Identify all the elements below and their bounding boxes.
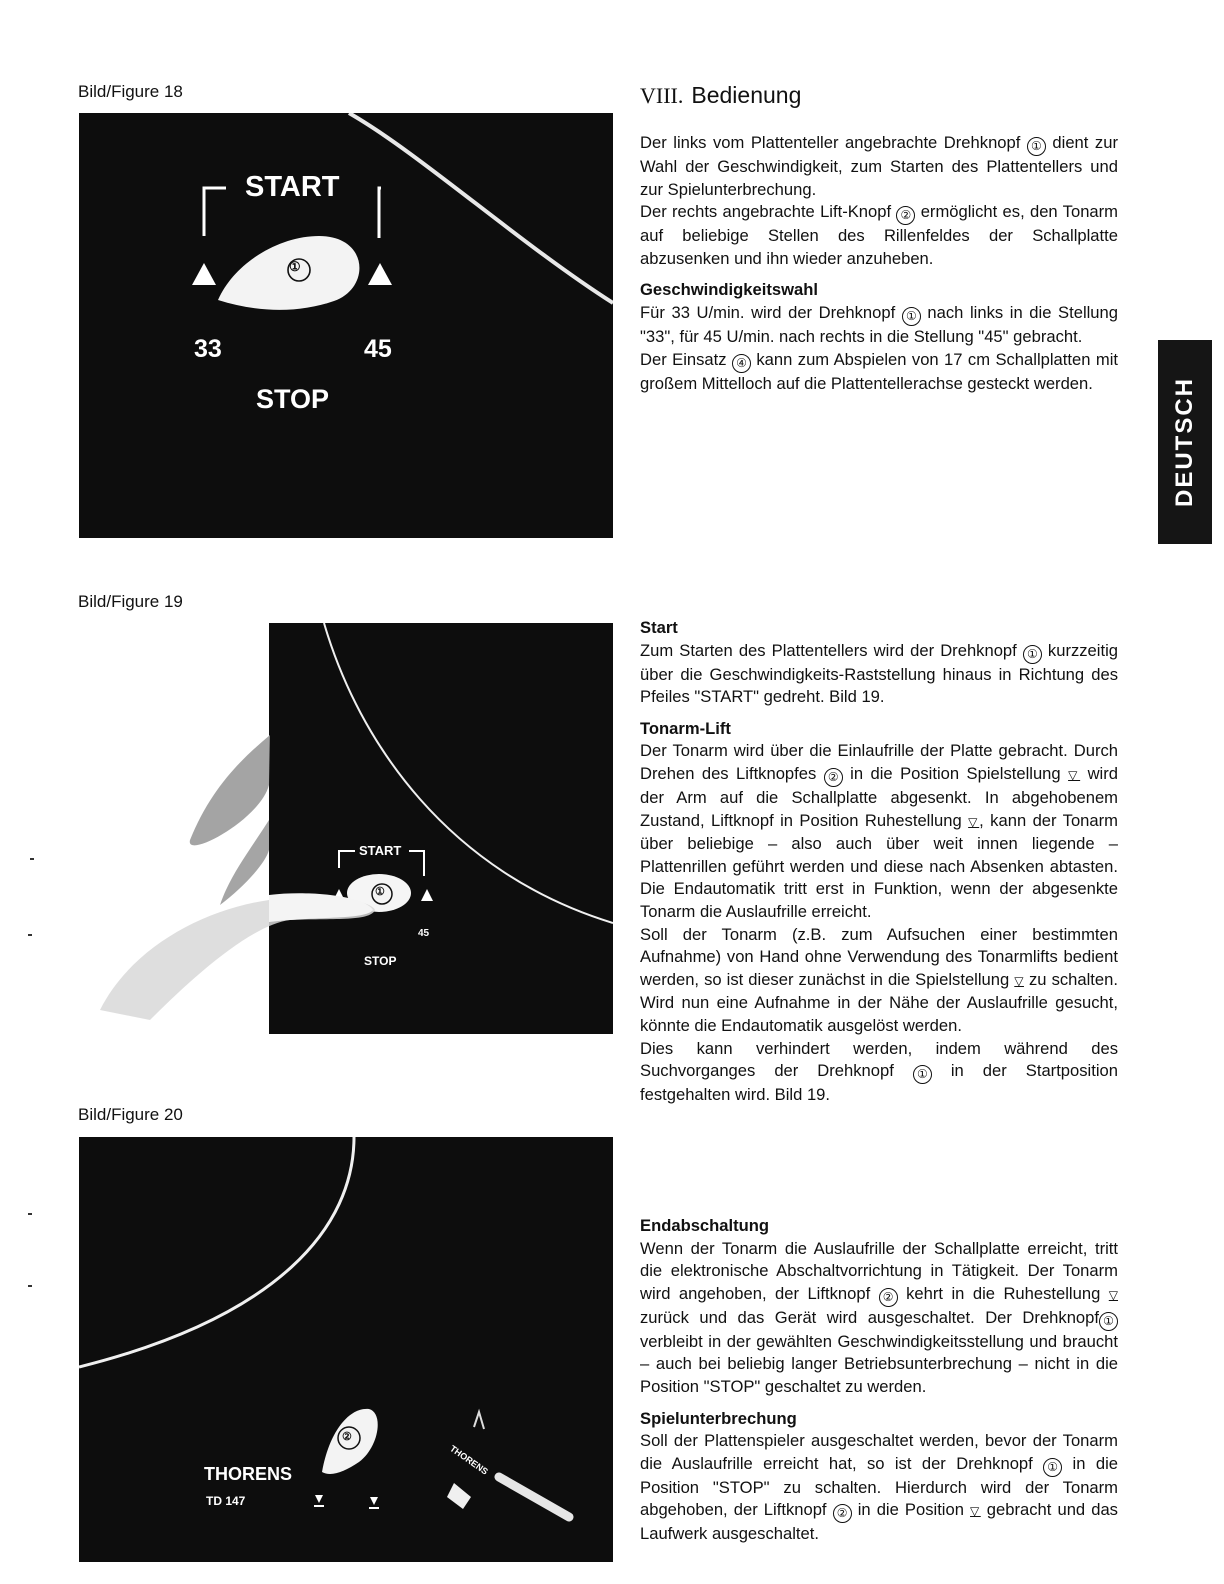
circled-number: ① <box>902 307 921 326</box>
text-segment: in der Startposition festgehalten wird. Bild 19. <box>640 1061 1118 1105</box>
text-segment: , kann der Tonarm über beliebige – also auch über weit innen liegende – Plattenrillen geführt werden und diese nach Absenken abtasten. Die Endautomatik tritt erst in Funktion, wenn der abgesenkte Tonarm die Auslaufrille erreicht. <box>640 810 1118 921</box>
knob-number: ① <box>289 259 301 274</box>
lift-position-icon: ▽ <box>1108 1287 1119 1302</box>
intro-section <box>640 132 1118 395</box>
language-tab <box>1158 340 1212 544</box>
section-number: VIII. <box>640 83 684 108</box>
text-segment: Zum Starten des Plattentellers wird der Drehknopf <box>640 640 1023 660</box>
text-segment: wird der Arm auf die Schallplatte abgesenkt. In abgehobenem Zustand, Liftknopf in Position Ruhestellung <box>640 763 1118 830</box>
figure-18-graphic <box>79 113 613 538</box>
text-segment: Für 33 U/min. wird der Drehknopf <box>640 302 902 322</box>
language-tab-label: DEUTSCH <box>1171 376 1199 508</box>
text-segment: kann zum Abspielen von 17 cm Schallplatten mit großem Mittelloch auf die Plattentellerachse gesteckt werden. <box>640 349 1118 393</box>
lift-knob-number-text: ② <box>342 1431 352 1443</box>
figure-18-caption: Bild/Figure 18 <box>78 82 183 101</box>
speed-45-label: 45 <box>364 335 392 363</box>
circled-number: ① <box>1027 137 1046 156</box>
text-segment: Soll der Plattenspieler ausgeschaltet werden, bevor der Tonarm die Auslaufrille erreicht hat, so ist der Drehknopf <box>640 1431 1118 1473</box>
platter-edge <box>349 113 613 303</box>
lift-position-icon: ▽ <box>1068 767 1081 782</box>
text-segment: in die Position Spielstellung <box>842 763 1069 783</box>
text-segment: Dies kann verhindert werden, indem während des Suchvorganges der Drehknopf <box>640 1038 1118 1081</box>
start-label: START <box>245 171 340 203</box>
text-segment: nach links in die Stellung "33", für 45 U/min. nach rechts in die Stellung "45" gebracht. <box>640 302 1118 346</box>
right-arrow-icon <box>368 263 392 285</box>
intro-paragraph-2 <box>640 201 1118 270</box>
start-lift-section <box>640 617 1118 1107</box>
text-segment: zurück und das Gerät wird ausgeschaltet. Der Drehknopf <box>640 1307 1099 1327</box>
circled-number: ④ <box>732 354 751 373</box>
circled-number: ② <box>879 1288 898 1307</box>
end-heading: Endabschaltung <box>640 1216 770 1235</box>
text-segment: Der Einsatz <box>640 349 732 369</box>
scan-mark <box>28 1285 32 1287</box>
pause-heading: Spielunterbrechung <box>640 1408 797 1428</box>
figure-20-photo <box>79 1137 613 1562</box>
speed-paragraph-1 <box>640 302 1118 349</box>
lift-paragraph-2 <box>640 924 1118 1038</box>
text-segment: gebracht und das Laufwerk ausgeschaltet. <box>640 1500 1118 1544</box>
text-segment: zu schalten. Wird nun eine Aufnahme in der Nähe der Auslaufrille gesucht, könnte die Endautomatik ausgelöst werden. <box>640 969 1118 1035</box>
left-arrow-icon <box>192 263 216 285</box>
text-segment: ermöglicht es, den Tonarm auf beliebige Stellen des Rillenfeldes der Schallplatte abzusenken und ihn wieder anzuheben. <box>640 202 1118 268</box>
speed-33-label: 33 <box>194 335 222 363</box>
start-label: START <box>359 843 402 858</box>
speed-45-label: 45 <box>418 928 430 939</box>
end-paragraph <box>640 1238 1118 1399</box>
speed-paragraph-2 <box>640 349 1118 396</box>
knob-number: ① <box>375 886 385 898</box>
section-title: Bedienung <box>691 82 802 108</box>
figure-20-graphic <box>79 1137 613 1562</box>
intro-paragraph-1 <box>640 132 1118 201</box>
platter-edge <box>79 1137 354 1367</box>
scan-mark <box>30 858 34 860</box>
model-label: TD 147 <box>206 1494 246 1508</box>
lift-position-icon: ▽ <box>970 1504 981 1519</box>
lift-paragraph-1 <box>640 740 1118 923</box>
text-segment: Der links vom Plattenteller angebrachte Drehknopf <box>640 133 1027 152</box>
hand-graphic <box>90 700 390 1040</box>
stop-label: STOP <box>256 384 330 414</box>
text-segment: Wenn der Tonarm die Auslaufrille der Schallplatte erreicht, tritt die elektronische Abschaltvorrichtung in Tätigkeit. Der Tonarm wird angehoben, der Liftknopf <box>640 1238 1118 1303</box>
section-heading <box>640 82 801 109</box>
text-segment: verbleibt in der gewählten Geschwindigkeitsstellung und braucht – auch bei beliebig langer Betriebsunterbrechung – nicht in die Position "STOP" geschaltet zu werden. <box>640 1331 1118 1396</box>
lift-position-icon: ▽ <box>968 814 980 829</box>
text-segment: dient zur Wahl der Geschwindigkeit, zum Starten des Plattentellers und zur Spielunterbrechung. <box>640 133 1118 199</box>
speed-heading: Geschwindigkeitswahl <box>640 280 818 300</box>
text-segment: Der rechts angebrachte Lift-Knopf <box>640 202 897 222</box>
brand-logo: THORENS <box>204 1464 293 1484</box>
text-segment: kurzzeitig über die Geschwindigkeits-Raststellung hinaus in Richtung des Pfeiles "START" gedreht. Bild 19. <box>640 640 1119 707</box>
circled-number: ① <box>1043 1458 1062 1477</box>
pause-paragraph <box>640 1430 1118 1546</box>
arm-brand-label: THORENS <box>448 1443 490 1477</box>
text-segment: Der Tonarm wird über die Einlaufrille der Platte gebracht. Durch Drehen des Liftknopfes <box>640 741 1118 783</box>
circled-number: ① <box>1023 645 1042 664</box>
start-heading: Start <box>640 618 678 637</box>
circled-number: ② <box>833 1504 852 1523</box>
scan-mark <box>28 934 32 936</box>
lift-position-icon: ▽ <box>1014 973 1024 988</box>
circled-number: ① <box>1099 1312 1118 1331</box>
text-segment: in die Position <box>851 1500 971 1520</box>
text-segment: in die Position "STOP" zu schalten. Hierdurch wird der Tonarm abgehoben, der Liftknopf <box>640 1453 1118 1520</box>
figure-19-caption: Bild/Figure 19 <box>78 592 183 611</box>
circled-number: ① <box>913 1065 932 1084</box>
lift-heading: Tonarm-Lift <box>640 718 731 738</box>
figure-18-photo <box>79 113 613 538</box>
lift-paragraph-3 <box>640 1038 1118 1107</box>
circled-number: ② <box>896 206 915 225</box>
text-segment: kehrt in die Ruhestellung <box>897 1283 1109 1303</box>
stop-label: STOP <box>364 954 397 968</box>
figure-20-caption: Bild/Figure 20 <box>78 1105 183 1124</box>
text-segment: Soll der Tonarm (z.B. zum Aufsuchen einer bestimmten Aufnahme) von Hand ohne Verwendung des Tonarmlifts bedient werden, so ist dieser zunächst in die Spielstellung <box>640 924 1118 989</box>
scan-mark <box>28 1213 32 1215</box>
start-paragraph <box>640 640 1118 709</box>
circled-number: ② <box>824 768 843 787</box>
end-pause-section <box>640 1215 1118 1546</box>
